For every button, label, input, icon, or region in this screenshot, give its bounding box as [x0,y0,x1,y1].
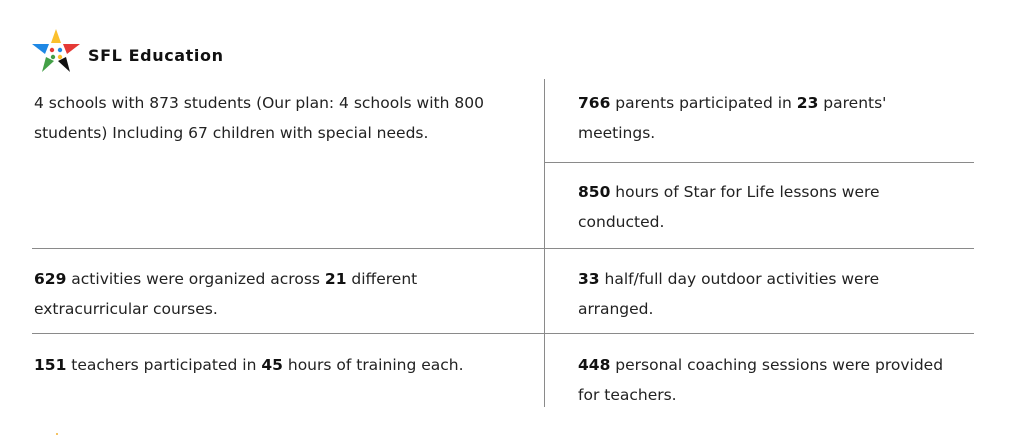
row-divider-bottom [32,333,974,334]
stat-lessons [578,177,958,237]
stat-coaching-number: 448 [578,356,611,374]
stat-teachers-number: 151 [34,356,67,374]
stat-activities-text-a: activities were organized across [66,270,325,288]
stat-outdoor [578,264,958,324]
stat-coaching [578,350,958,410]
stat-schools [34,88,504,148]
stat-parents-text-a: parents participated in [610,94,797,112]
stat-activities-number-b: 21 [324,270,347,288]
stat-teachers-text-a: teachers participated in [66,356,262,374]
stat-lessons-number: 850 [578,183,611,201]
row-divider-right-top [545,162,974,163]
stat-activities [34,264,514,324]
decorative-dot [56,433,58,435]
stat-parents-number-b: 23 [796,94,819,112]
stat-teachers-number-b: 45 [261,356,283,374]
stat-schools-text: 4 schools with 873 students (Our plan: 4 schools with 800 students) Including 67 children with special needs. [34,94,484,142]
stat-parents [578,88,958,148]
stat-outdoor-number: 33 [578,270,600,288]
stat-coaching-text: personal coaching sessions were provided for teachers. [578,356,944,404]
stat-activities-number: 629 [34,270,67,288]
stat-outdoor-text: half/full day outdoor activities were arranged. [578,270,880,318]
stat-parents-text-b: parents' meetings. [578,94,887,142]
brand-name: SFL Education [88,46,224,65]
stat-teachers-text-b: hours of training each. [282,356,464,374]
multicolor-star-logo-icon [32,28,80,74]
row-divider-middle [32,248,974,249]
stat-teachers [34,350,534,380]
stat-lessons-text: hours of Star for Life lessons were conducted. [578,183,880,231]
stat-activities-text-b: different extracurricular courses. [34,270,418,318]
column-divider [544,79,545,407]
stat-parents-number: 766 [578,94,611,112]
